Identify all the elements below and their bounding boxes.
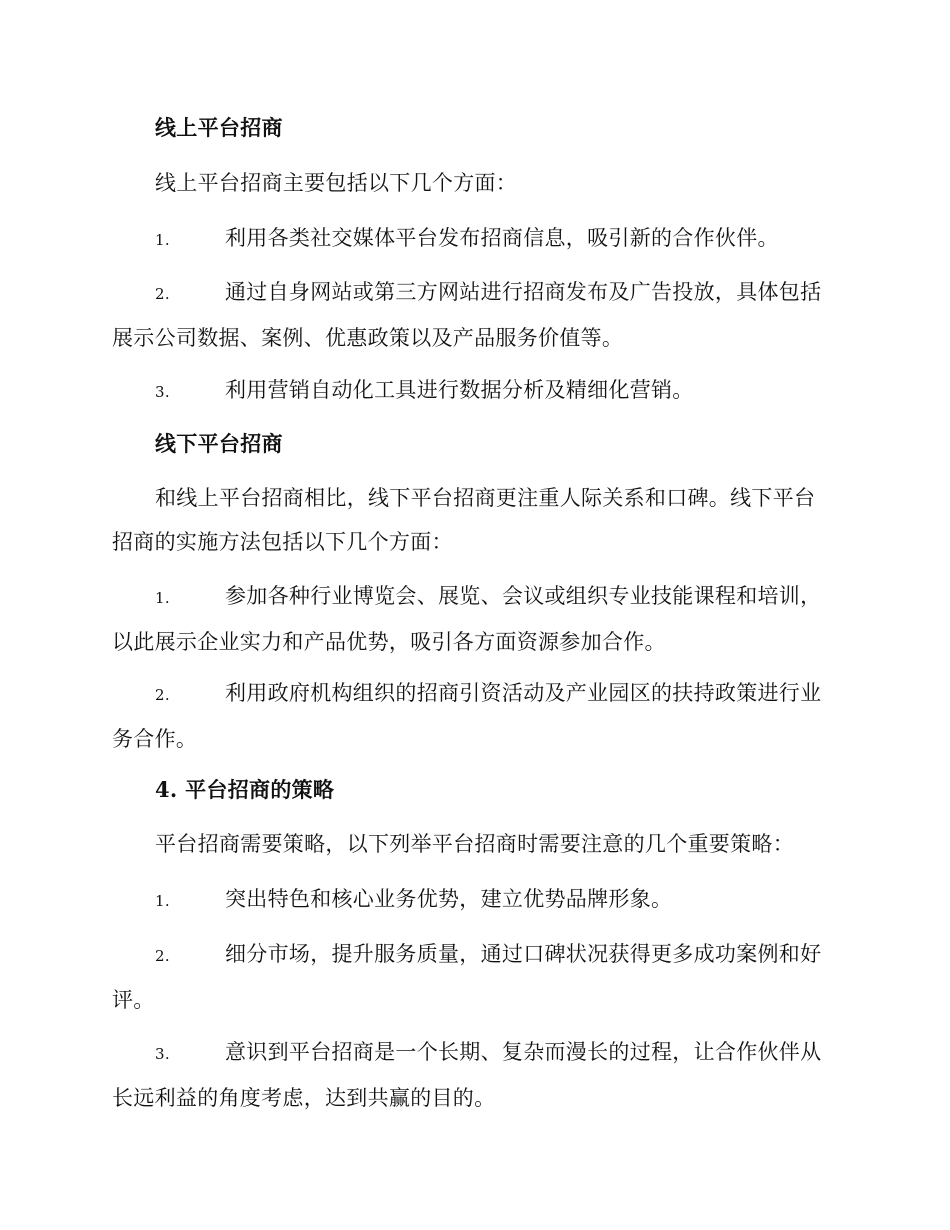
- section-heading-offline: 线下平台招商: [155, 431, 283, 456]
- list-item: [112, 368, 834, 414]
- section-heading-strategy: 4. 平台招商的策略: [155, 777, 335, 802]
- list-number: 3.: [155, 1045, 170, 1063]
- list-number: 1.: [155, 589, 170, 607]
- list-item: [112, 671, 834, 761]
- list-item: [112, 877, 834, 923]
- list-item-text: 意识到平台招商是一个长期、复杂而漫长的过程，让合作伙伴从长远利益的角度考虑，达到共赢的目的。: [112, 1040, 822, 1110]
- list-item-text: 利用营销自动化工具进行数据分析及精细化营销。: [225, 378, 694, 402]
- list-item: [112, 216, 834, 262]
- list-number: 2.: [155, 285, 170, 303]
- list-item-text: 通过自身网站或第三方网站进行招商发布及广告投放，具体包括展示公司数据、案例、优惠政策以及产品服务价值等。: [112, 280, 822, 350]
- section-intro-strategy: 平台招商需要策略，以下列举平台招商时需要注意的几个重要策略：: [155, 832, 794, 856]
- list-number: 1.: [155, 892, 170, 910]
- list-item: [112, 574, 834, 664]
- list-item-text: 参加各种行业博览会、展览、会议或组织专业技能课程和培训，以此展示企业实力和产品优势，吸引各方面资源参加合作。: [112, 584, 822, 654]
- list-item: [112, 932, 834, 1022]
- section-intro-online: 线上平台招商主要包括以下几个方面：: [155, 171, 518, 195]
- section-heading-online: 线上平台招商: [155, 115, 283, 140]
- list-item-text: 利用各类社交媒体平台发布招商信息，吸引新的合作伙伴。: [225, 226, 779, 250]
- list-item-text: 利用政府机构组织的招商引资活动及产业园区的扶持政策进行业务合作。: [112, 681, 822, 751]
- list-number: 3.: [155, 383, 170, 401]
- list-item-text: 突出特色和核心业务优势，建立优势品牌形象。: [225, 887, 673, 911]
- list-item: [112, 270, 834, 360]
- list-item: [112, 1030, 834, 1120]
- list-item-text: 细分市场，提升服务质量，通过口碑状况获得更多成功案例和好评。: [112, 942, 822, 1012]
- section-intro-offline: 和线上平台招商相比，线下平台招商更注重人际关系和口碑。线下平台招商的实施方法包括以下几个方面：: [112, 486, 816, 554]
- list-number: 2.: [155, 947, 170, 965]
- list-number: 2.: [155, 686, 170, 704]
- list-number: 1.: [155, 231, 170, 249]
